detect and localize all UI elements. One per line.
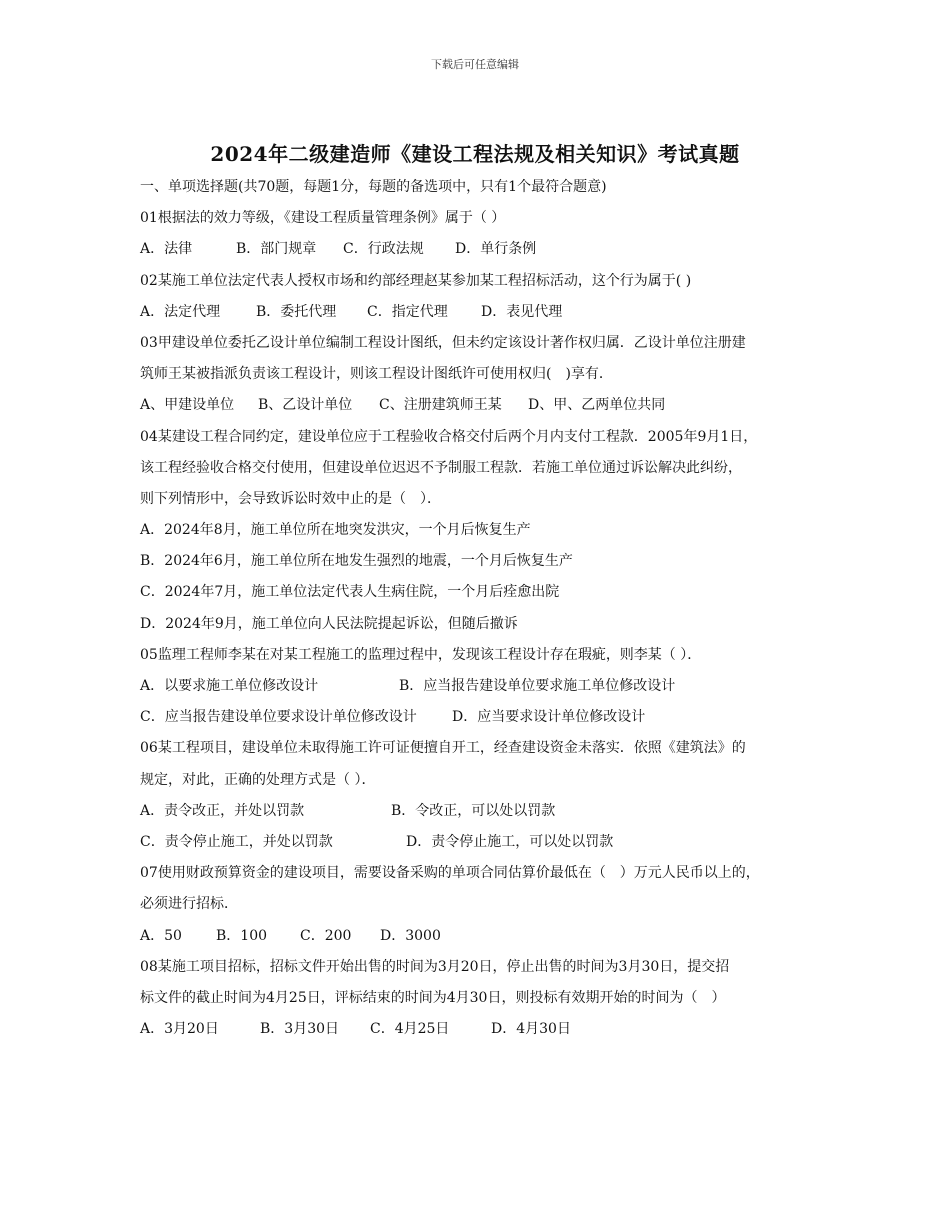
options-row: [140, 671, 830, 702]
question-text: 01根据法的效力等级，《建设工程质量管理条例》属于（ ）: [140, 210, 506, 227]
question-text: 则下列情形中，会导致诉讼时效中止的是（ ）．: [140, 490, 441, 507]
option-b: B．令改正，可以处以罚款: [391, 802, 556, 819]
question-text: 标文件的截止时间为4月25日，评标结束的时间为4月30日，则投标有效期开始的时间为（ ）: [140, 989, 726, 1006]
section-heading: 一、单项选择题(共70题，每题1分，每题的备选项中，只有1个最符合题意): [140, 179, 607, 195]
exam-content: [140, 172, 830, 1045]
question-text: 02某施工单位法定代表人授权市场和约部经理赵某参加某工程招标活动，这个行为属于( ): [140, 272, 692, 289]
options-row: [140, 921, 830, 952]
page-title: 2024年二级建造师《建设工程法规及相关知识》考试真题: [210, 142, 740, 166]
option-d: D．3000: [380, 927, 441, 944]
option-b: B．3月30日: [260, 1021, 340, 1038]
question-text: 必须进行招标．: [140, 896, 238, 913]
option-d: D．责令停止施工，可以处以罚款: [406, 833, 614, 850]
options-row: [140, 827, 830, 858]
option-d: D．4月30日: [491, 1021, 571, 1038]
question-04: [140, 422, 830, 640]
option-c: C．200: [300, 927, 352, 944]
question-text: 规定，对此，正确的处理方式是（ ）．: [140, 771, 376, 788]
option-c: C．指定代理: [367, 303, 448, 320]
option-c: C．4月25日: [370, 1021, 450, 1038]
question-05: [140, 640, 830, 734]
question-06: [140, 733, 830, 858]
option-c: C．责令停止施工，并处以罚款: [140, 833, 333, 850]
option-b: B．应当报告建设单位要求施工单位修改设计: [399, 678, 676, 694]
option-a: A、甲建设单位: [140, 397, 235, 414]
option-a: A．以要求施工单位修改设计: [140, 678, 319, 694]
option-d: D．应当要求设计单位修改设计: [452, 709, 646, 726]
options-row: [140, 702, 830, 733]
option-b: B．100: [216, 927, 268, 944]
question-text: 06某工程项目，建设单位未取得施工许可证便擅自开工，经查建设资金未落实．依照《建筑法》的: [140, 740, 746, 757]
option-a: A．责令改正，并处以罚款: [140, 802, 305, 819]
question-text: 该工程经验收合格交付使用，但建设单位迟迟不予制服工程款．若施工单位通过诉讼解决此纠纷，: [140, 459, 742, 476]
option-c: C．行政法规: [343, 241, 424, 258]
options-row: [140, 1014, 830, 1045]
option-b: B．2024年6月，施工单位所在地发生强烈的地震，一个月后恢复生产: [140, 553, 573, 570]
question-text: 筑师王某被指派负责该工程设计，则该工程设计图纸许可使用权归( )享有．: [140, 366, 613, 383]
question-02: [140, 266, 830, 328]
header-note: 下载后可任意编辑: [431, 58, 519, 71]
option-c: C．2024年7月，施工单位法定代表人生病住院，一个月后痊愈出院: [140, 584, 560, 601]
question-text: 08某施工项目招标，招标文件开始出售的时间为3月20日，停止出售的时间为3月30日，提交招: [140, 958, 730, 975]
question-01: [140, 203, 830, 265]
question-03: [140, 328, 830, 422]
option-a: A．2024年8月，施工单位所在地突发洪灾，一个月后恢复生产: [140, 522, 531, 539]
option-c: C、注册建筑师王某: [379, 397, 502, 414]
question-text: 03甲建设单位委托乙设计单位编制工程设计图纸，但未约定该设计著作权归属．乙设计单位注册建: [140, 334, 746, 351]
option-a: A．法定代理: [140, 303, 221, 320]
option-c: C．应当报告建设单位要求设计单位修改设计: [140, 709, 417, 726]
question-08: [140, 952, 830, 1046]
options-row: [140, 796, 830, 827]
option-d: D、甲、乙两单位共同: [528, 397, 666, 414]
option-d: D．表见代理: [481, 303, 563, 320]
option-a: A．50: [140, 927, 182, 944]
option-d: D．2024年9月，施工单位向人民法院提起诉讼，但随后撤诉: [140, 615, 518, 632]
options-row: [140, 297, 830, 328]
option-a: A．法律: [140, 241, 193, 258]
question-text: 05监理工程师李某在对某工程施工的监理过程中，发现该工程设计存在瑕疵，则李某（ ）．: [140, 646, 702, 663]
question-07: [140, 858, 830, 952]
options-row: [140, 390, 830, 421]
option-b: B．委托代理: [256, 303, 337, 320]
options-row: [140, 234, 830, 265]
question-text: 07使用财政预算资金的建设项目，需要设备采购的单项合同估算价最低在（ ）万元人民币以上的，: [140, 865, 760, 882]
question-text: 04某建设工程合同约定，建设单位应于工程验收合格交付后两个月内支付工程款．2005年9月1日，: [140, 428, 758, 445]
option-a: A．3月20日: [140, 1021, 219, 1038]
option-d: D．单行条例: [455, 241, 537, 258]
option-b: B、乙设计单位: [258, 397, 353, 414]
option-b: B．部门规章: [236, 241, 317, 258]
